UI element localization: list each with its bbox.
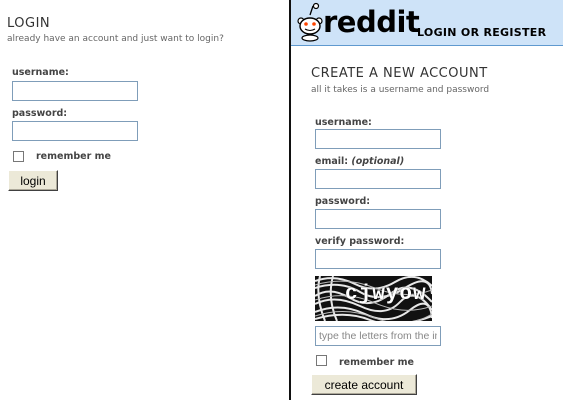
captcha-input[interactable] xyxy=(315,326,441,346)
captcha-image xyxy=(315,276,432,321)
captcha-letters: cjwyow xyxy=(345,283,427,306)
register-subtitle: all it takes is a username and password xyxy=(311,85,490,95)
register-email-label-text: email: xyxy=(315,156,349,167)
register-username-input[interactable] xyxy=(315,129,441,149)
register-password-input[interactable] xyxy=(315,209,441,229)
login-or-register-link[interactable]: LOGIN OR REGISTER xyxy=(417,26,547,39)
login-title: LOGIN xyxy=(7,16,51,31)
header-bar xyxy=(291,0,563,46)
login-subtitle: already have an account and just want to login? xyxy=(7,34,224,44)
login-username-input[interactable] xyxy=(12,81,138,101)
register-remember-label: remember me xyxy=(339,357,414,368)
register-verify-input[interactable] xyxy=(315,249,441,269)
reddit-logo-text[interactable]: reddit xyxy=(323,5,420,39)
login-password-label: password: xyxy=(12,108,68,119)
login-button[interactable]: login xyxy=(8,170,58,191)
register-verify-label: verify password: xyxy=(315,236,405,247)
register-email-input[interactable] xyxy=(315,169,441,189)
login-remember-checkbox[interactable] xyxy=(13,151,24,162)
login-username-label: username: xyxy=(12,67,69,78)
login-remember-label: remember me xyxy=(36,151,111,162)
register-username-label: username: xyxy=(315,117,372,128)
register-remember-checkbox[interactable] xyxy=(316,355,327,366)
register-email-label xyxy=(315,156,404,167)
reddit-alien-icon xyxy=(295,2,325,42)
create-account-button[interactable]: create account xyxy=(311,374,417,395)
register-title: CREATE A NEW ACCOUNT xyxy=(311,66,488,81)
register-panel xyxy=(291,0,563,400)
register-password-label: password: xyxy=(315,196,371,207)
register-email-optional: (optional) xyxy=(351,156,405,167)
login-password-input[interactable] xyxy=(12,121,138,141)
